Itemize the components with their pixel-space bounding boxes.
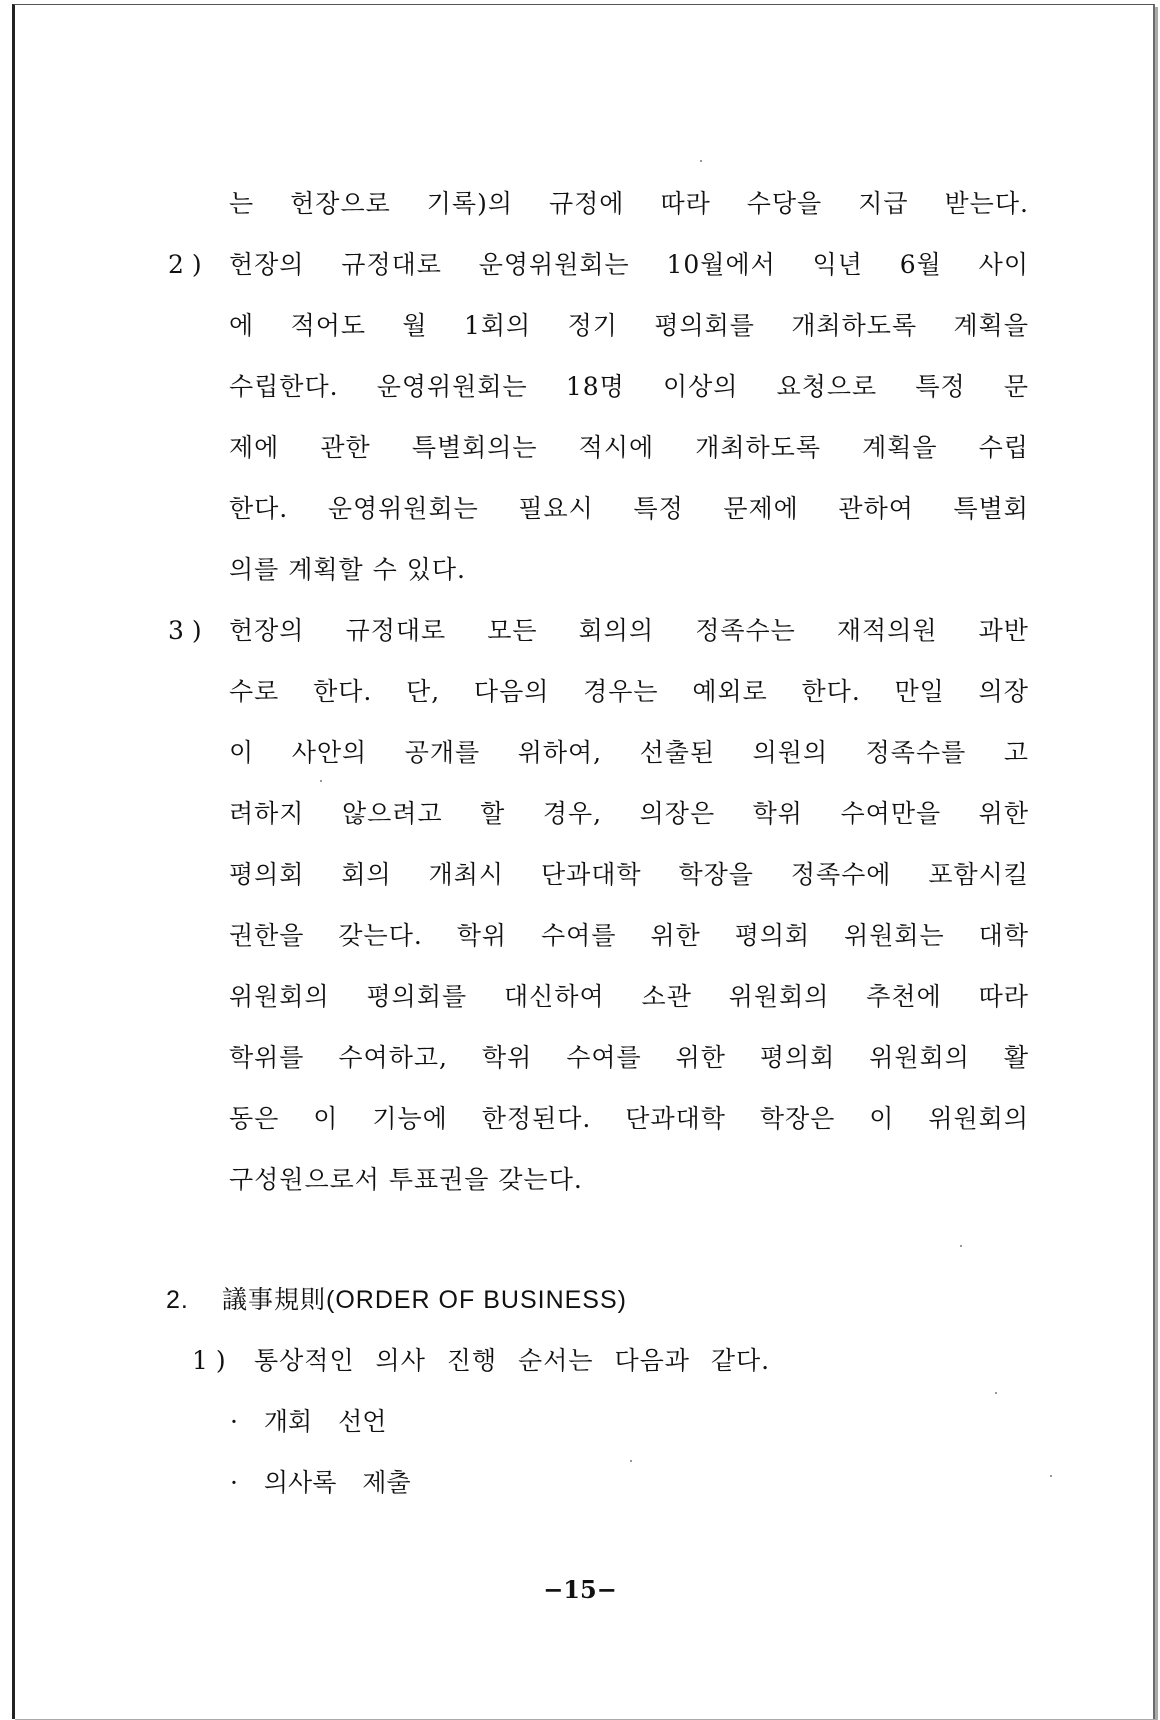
item-label: 2 ) [168,250,202,279]
text-line: 구성원으로서 투표권을 갖는다. [229,1165,583,1194]
text-line: 평의회 회의 개최시 단과대학 학장을 정족수에 포함시킬 [229,860,1029,889]
text-line: 한다. 운영위원회는 필요시 특정 문제에 관하여 특별회 [229,494,1029,523]
text-line: 위원회의 평의회를 대신하여 소관 위원회의 추천에 따라 [229,982,1029,1011]
scan-speck [960,1245,962,1247]
scan-speck [995,1392,997,1394]
text-line: 에 적어도 월 1회의 정기 평의회를 개최하도록 계획을 [229,311,1029,340]
text-line: 권한을 갖는다. 학위 수여를 위한 평의회 위원회는 대학 [229,921,1029,950]
subitem-text: 통상적인 의사 진행 순서는 다음과 같다. [254,1346,771,1375]
scan-speck [700,160,702,162]
item-label: 3 ) [168,616,202,645]
subitem-label: 1 ) [192,1346,226,1375]
bullet-item: · 의사록 제출 [230,1468,411,1497]
text-line: 동은 이 기능에 한정된다. 단과대학 학장은 이 위원회의 [229,1104,1029,1133]
text-line: 헌장의 규정대로 모든 회의의 정족수는 재적의원 과반 [229,616,1029,645]
scan-speck [630,1460,632,1462]
bullet-item: · 개회 선언 [230,1407,387,1436]
section-number: 2. [166,1286,189,1314]
scan-speck [320,780,322,782]
text-line: 헌장의 규정대로 운영위원회는 10월에서 익년 6월 사이 [229,250,1029,279]
text-line: 려하지 않으려고 할 경우, 의장은 학위 수여만을 위한 [229,799,1029,828]
text-line: 의를 계획할 수 있다. [229,555,466,584]
section-title: 議事規則(ORDER OF BUSINESS) [222,1286,627,1314]
text-line: 수로 한다. 단, 다음의 경우는 예외로 한다. 만일 의장 [229,677,1029,706]
text-line: 학위를 수여하고, 학위 수여를 위한 평의회 위원회의 활 [229,1043,1029,1072]
text-line: 제에 관한 특별회의는 적시에 개최하도록 계획을 수립 [229,433,1029,462]
text-line: 이 사안의 공개를 위하여, 선출된 의원의 정족수를 고 [229,738,1029,767]
scan-speck [1050,1475,1052,1477]
page-number: −15− [543,1575,617,1604]
text-line: 수립한다. 운영위원회는 18명 이상의 요청으로 특정 문 [229,372,1029,401]
text-line: 는 헌장으로 기록)의 규정에 따라 수당을 지급 받는다. [229,189,1029,218]
